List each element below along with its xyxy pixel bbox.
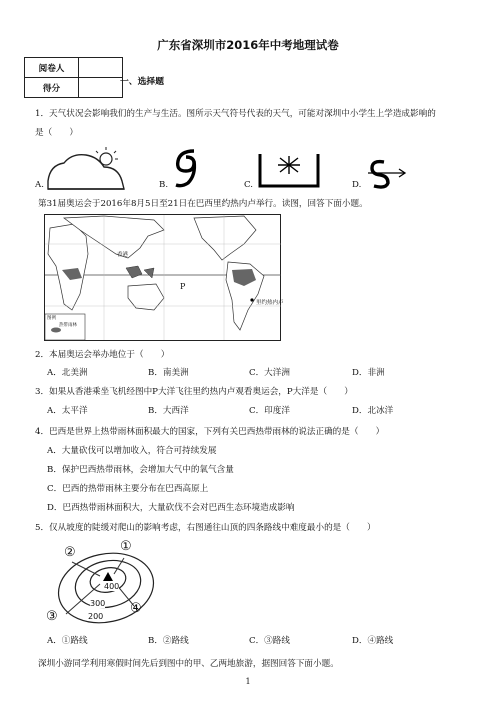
route-marker-3: ③: [46, 609, 58, 624]
q3-stem: 3．如果从香港乘坐飞机经图中P大洋飞往里约热内卢观看奥运会，P大洋是（ ）: [35, 387, 353, 397]
q3-option-c: C．印度洋: [249, 406, 290, 416]
q1-option-d-label: D.: [352, 180, 362, 190]
typhoon-symbol-icon: [170, 147, 202, 189]
q5-option-c: C．③路线: [249, 636, 290, 646]
section-heading: 一、选择题: [120, 77, 164, 87]
contour-label-300: 300: [90, 599, 106, 608]
q2-option-c: C．大洋洲: [249, 368, 290, 378]
next-intro: 深圳小游同学利用寒假时间先后到图中的甲、乙两地旅游，据图回答下面小题。: [38, 659, 339, 669]
map-label-p: P: [180, 282, 186, 291]
dust-storm-symbol-icon: [368, 156, 410, 190]
q4-option-a: A．大量砍伐可以增加收入，符合可持续发展: [47, 446, 217, 456]
contour-label-400: 400: [104, 582, 120, 591]
page-title: 广东省深圳市2016年中考地理试卷: [157, 38, 339, 52]
q4-option-b: B．保护巴西热带雨林，会增加大气中的氧气含量: [47, 465, 234, 475]
contour-label-200: 200: [88, 612, 104, 621]
route-marker-2: ②: [64, 545, 76, 560]
score-cell: [79, 78, 123, 98]
map-label-rio: 里约热内卢: [256, 300, 284, 306]
map-legend-title: 图例: [47, 316, 56, 321]
q2-option-d: D．非洲: [352, 368, 385, 378]
q1-option-a-label: A.: [35, 180, 44, 190]
q3-option-a: A．太平洋: [47, 406, 88, 416]
score-table: [24, 57, 123, 98]
route-marker-4: ④: [130, 601, 142, 616]
partly-cloudy-symbol-icon: [46, 145, 126, 190]
q3-option-b: B．大西洋: [148, 406, 189, 416]
world-map-figure: [44, 214, 282, 341]
grader-cell: [79, 58, 123, 78]
map-label-hong-kong: 香港: [117, 252, 129, 258]
q4-stem: 4．巴西是世界上热带雨林面积最大的国家，下列有关巴西热带雨林的说法正确的是（ ）: [35, 427, 385, 437]
q2-option-b: B．南美洲: [148, 368, 189, 378]
page-number: 1: [245, 677, 251, 686]
sandstorm-symbol-icon: [258, 152, 320, 188]
q3-option-d: D．北冰洋: [352, 406, 394, 416]
q4-option-c: C．巴西的热带雨林主要分布在巴西高原上: [47, 484, 209, 494]
q1-option-c-label: C.: [244, 180, 254, 190]
route-marker-1: ①: [120, 539, 132, 554]
q2-stem: 2．本届奥运会举办地位于（ ）: [35, 350, 170, 360]
q5-stem: 5．仅从坡度的陡缓对爬山的影响考虑，右图通往山顶的四条路线中难度最小的是（ ）: [35, 523, 376, 533]
q5-option-b: B．②路线: [148, 636, 189, 646]
score-label: 得分: [25, 78, 79, 98]
grader-label: 阅卷人: [25, 58, 79, 78]
q1-stem-line1: 1．天气状况会影响我们的生产与生活。图所示天气符号代表的天气，可能对深圳中小学生上学造成影响的: [35, 109, 436, 119]
q4-option-d: D．巴西热带雨林面积大，大量砍伐不会对巴西生态环境造成影响: [47, 503, 295, 513]
q1-option-b-label: B.: [159, 180, 169, 190]
map-legend-rainforest: 热带雨林: [59, 323, 77, 328]
olympics-intro: 第31届奥运会于2016年8月5日至21日在巴西里约热内卢举行。读图，回答下面小题。: [38, 199, 368, 209]
q2-option-a: A．北美洲: [47, 368, 88, 378]
q1-stem-line2: 是（ ）: [35, 128, 78, 138]
q5-option-d: D．④路线: [352, 636, 394, 646]
q5-option-a: A．①路线: [47, 636, 88, 646]
